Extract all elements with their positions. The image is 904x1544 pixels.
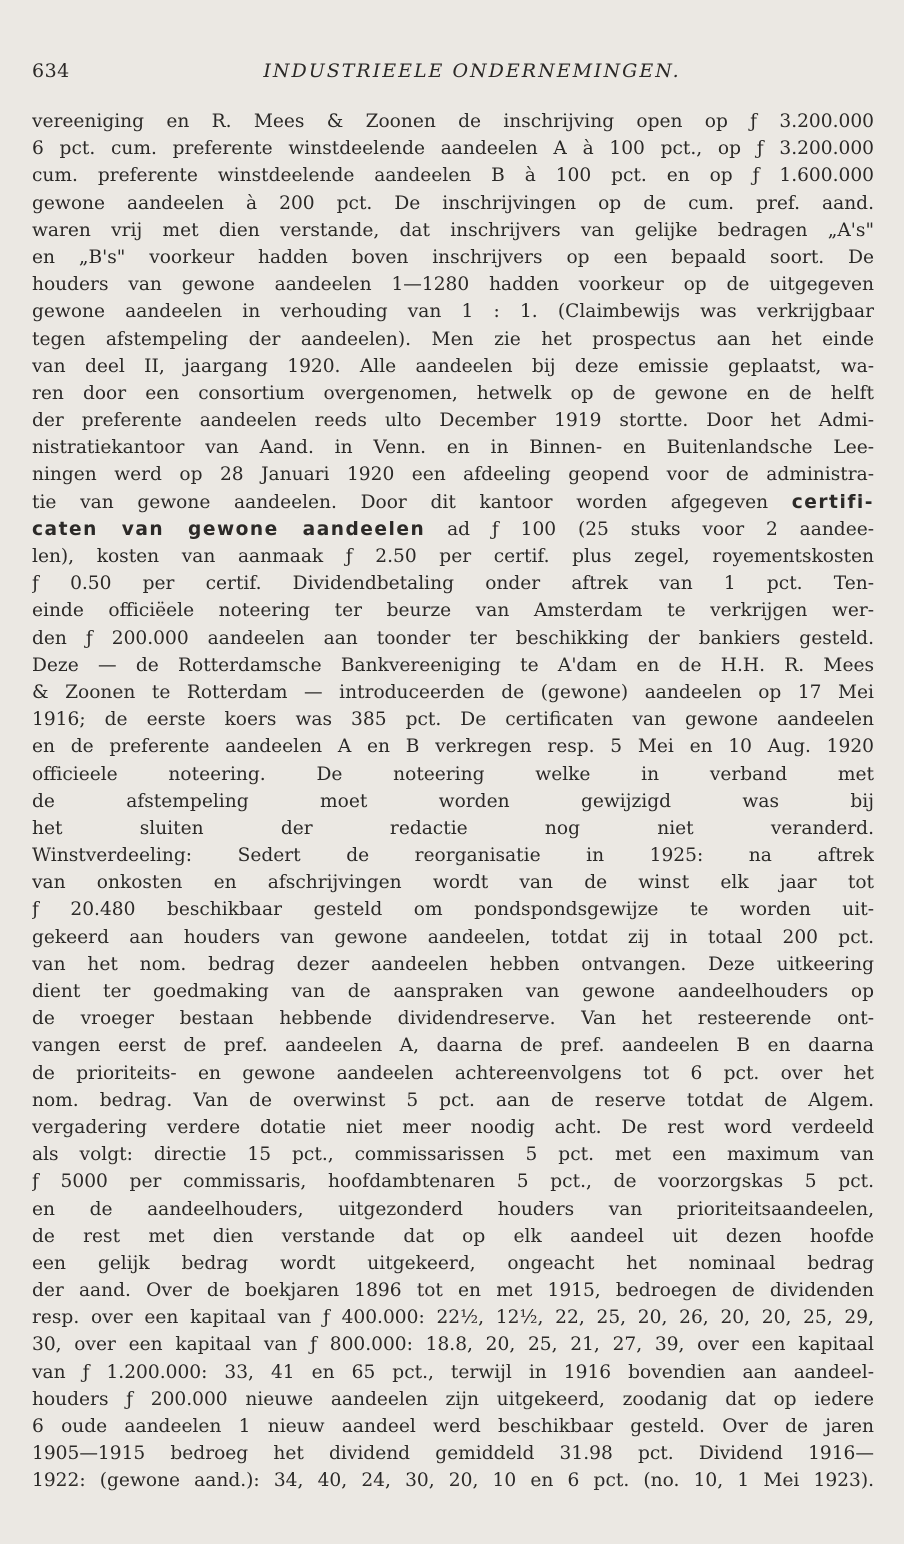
text-line: van ƒ 1.200.000: 33, 41 en 65 pct., terwijl in 1916 bovendien aan aandeel- <box>32 1361 874 1383</box>
text-line: der preferente aandeelen reeds ulto December 1919 stortte. Door het Admi- <box>32 410 874 432</box>
text-line: 1905—1915 bedroeg het dividend gemiddeld 31.98 pct. Dividend 1916— <box>32 1443 874 1465</box>
text-line: 1916; de eerste koers was 385 pct. De certificaten van gewone aandeelen <box>32 709 874 731</box>
text-line: einde officiëele noteering ter beurze van Amsterdam te verkrijgen wer- <box>32 600 874 622</box>
text-line <box>32 516 874 543</box>
text-line: resp. over een kapitaal van ƒ 400.000: 22½, 12½, 22, 25, 20, 26, 20, 20, 25, 29, <box>32 1307 874 1329</box>
text-line: en „B's" voorkeur hadden boven inschrijvers op een bepaald soort. De <box>32 246 874 268</box>
text-line: als volgt: directie 15 pct., commissarissen 5 pct. met een maximum van <box>32 1144 874 1166</box>
text-line: 1922: (gewone aand.): 34, 40, 24, 30, 20, 10 en 6 pct. (no. 10, 1 Mei 1923). <box>32 1470 874 1492</box>
page-number: 634 <box>32 60 70 82</box>
text-line: 6 oude aandeelen 1 nieuw aandeel werd beschikbaar gesteld. Over de jaren <box>32 1416 874 1437</box>
text-line: houders van gewone aandeelen 1—1280 hadden voorkeur op de uitgegeven <box>32 274 874 296</box>
text-line: de afstempeling moet worden gewijzigd was bij <box>32 790 874 812</box>
text-line: vangen eerst de pref. aandeelen A, daarna de pref. aandeelen B en daarna <box>32 1035 874 1057</box>
text-line: der aand. Over de boekjaren 1896 tot en met 1915, bedroegen de dividenden <box>32 1280 874 1302</box>
running-title: INDUSTRIEELE ONDERNEMINGEN. <box>263 60 681 82</box>
text-line: den ƒ 200.000 aandeelen aan toonder ter beschikking der bankiers gesteld. <box>32 627 874 649</box>
text-line: houders ƒ 200.000 nieuwe aandeelen zijn uitgekeerd, zoodanig dat op iedere <box>32 1388 874 1410</box>
text-line: officieele noteering. De noteering welke in verband met <box>32 763 874 785</box>
text-line: Deze — de Rotterdamsche Bankvereeniging te A'dam en de H.H. R. Mees <box>32 654 874 676</box>
text-line: ƒ 20.480 beschikbaar gesteld om pondspondsgewijze te worden uit- <box>32 899 874 921</box>
text-line: ƒ 0.50 per certif. Dividendbetaling onder aftrek van 1 pct. Ten- <box>32 573 874 595</box>
text-line: de rest met dien verstande dat op elk aandeel uit dezen hoofde <box>32 1225 874 1247</box>
text-line: het sluiten der redactie nog niet veranderd. <box>32 817 874 839</box>
text-line: Winstverdeeling: Sedert de reorganisatie in 1925: na aftrek <box>32 845 874 867</box>
text-line: ningen werd op 28 Januari 1920 een afdeeling geopend voor de administra- <box>32 464 874 486</box>
text-line: vergadering verdere dotatie niet meer noodig acht. De rest word verdeeld <box>32 1116 874 1138</box>
text-line: ƒ 5000 per commissaris, hoofdambtenaren 5 pct., de voorzorgskas 5 pct. <box>32 1171 874 1193</box>
text-line: vereeniging en R. Mees & Zoonen de inschrijving open op ƒ 3.200.000 <box>32 111 874 132</box>
text-line: nistratiekantoor van Aand. in Venn. en in Binnen- en Buitenlandsche Lee- <box>32 437 874 459</box>
text-line: van onkosten en afschrijvingen wordt van de winst elk jaar tot <box>32 872 874 894</box>
text-run: tie van gewone aandeelen. Door dit kantoor worden afgegeven <box>32 491 792 513</box>
text-line: cum. preferente winstdeelende aandeelen B à 100 pct. en op ƒ 1.600.000 <box>32 165 874 187</box>
text-line: en de preferente aandeelen A en B verkregen resp. 5 Mei en 10 Aug. 1920 <box>32 736 874 758</box>
text-line: een gelijk bedrag wordt uitgekeerd, ongeacht het nominaal bedrag <box>32 1252 874 1274</box>
text-line: en de aandeelhouders, uitgezonderd houders van prioriteitsaandeelen, <box>32 1198 874 1220</box>
text-line: 30, over een kapitaal van ƒ 800.000: 18.8, 20, 25, 21, 27, 39, over een kapitaal <box>32 1334 874 1356</box>
text-line: van deel II, jaargang 1920. Alle aandeelen bij deze emissie geplaatst, wa- <box>32 355 874 377</box>
text-line: ren door een consortium overgenomen, hetwelk op de gewone en de helft <box>32 382 874 404</box>
text-line: de prioriteits- en gewone aandeelen achtereenvolgens tot 6 pct. over het <box>32 1062 874 1084</box>
text-line: van het nom. bedrag dezer aandeelen hebben ontvangen. Deze uitkeering <box>32 953 874 975</box>
text-line: de vroeger bestaan hebbende dividendreserve. Van het resteerende ont- <box>32 1008 874 1030</box>
text-line: dient ter goedmaking van de aanspraken van gewone aandeelhouders op <box>32 981 874 1002</box>
text-line: tegen afstempeling der aandeelen). Men zie het prospectus aan het einde <box>32 328 874 350</box>
page-header <box>32 60 872 88</box>
text-line: & Zoonen te Rotterdam — introduceerden de (gewone) aandeelen op 17 Mei <box>32 681 874 703</box>
text-line: waren vrij met dien verstande, dat inschrijvers van gelijke bedragen „A's" <box>32 219 874 241</box>
text-line: gekeerd aan houders van gewone aandeelen, totdat zij in totaal 200 pct. <box>32 926 874 948</box>
text-run: ad ƒ 100 (25 stuks voor 2 aandee- <box>425 518 874 540</box>
text-line: gewone aandeelen à 200 pct. De inschrijvingen op de cum. pref. aand. <box>32 192 874 214</box>
text-line: gewone aandeelen in verhouding van 1 : 1. (Claimbewijs was verkrijgbaar <box>32 301 874 323</box>
body-text <box>32 108 874 1495</box>
text-line <box>32 489 874 516</box>
text-line: len), kosten van aanmaak ƒ 2.50 per certif. plus zegel, royementskosten <box>32 546 874 567</box>
emphasis-text: caten van gewone aandeelen <box>32 518 426 540</box>
text-line: nom. bedrag. Van de overwinst 5 pct. aan de reserve totdat de Algem. <box>32 1089 874 1111</box>
text-line: 6 pct. cum. preferente winstdeelende aandeelen A à 100 pct., op ƒ 3.200.000 <box>32 138 874 160</box>
emphasis-text: certifi- <box>791 491 874 513</box>
